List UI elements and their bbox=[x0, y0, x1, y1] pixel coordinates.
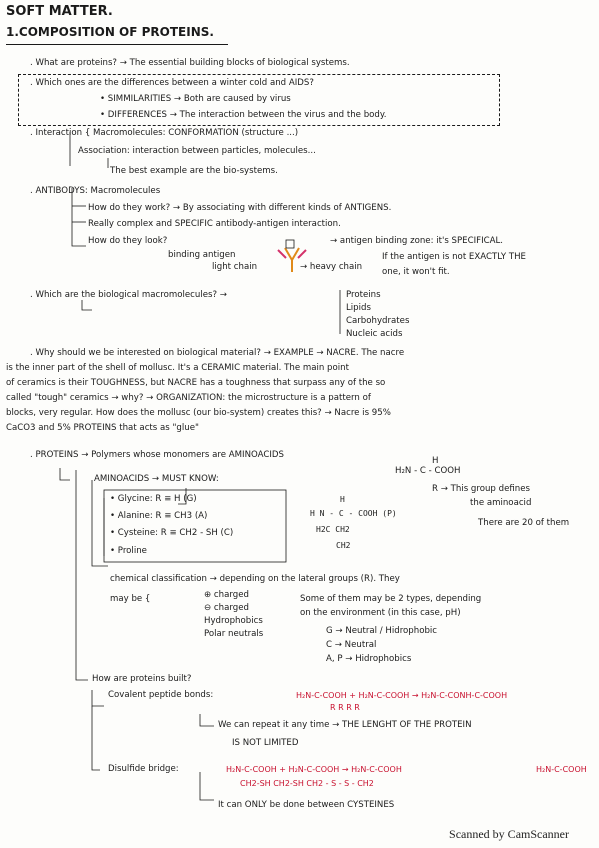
list-item: Polar neutrals bbox=[204, 629, 264, 639]
section-title: 1.COMPOSITION OF PROTEINS. bbox=[6, 25, 214, 39]
scanner-watermark: Scanned by CamScanner bbox=[449, 827, 569, 841]
list-item: Proteins bbox=[346, 290, 381, 300]
formula: H₂N-C-COOH bbox=[536, 765, 587, 774]
formula: CH2 bbox=[336, 541, 351, 550]
formula: H N - C - COOH (P) bbox=[310, 509, 397, 518]
formula-h: H bbox=[432, 456, 439, 466]
note-line: is the inner part of the shell of mollusc. It's a CERAMIC material. The main point bbox=[6, 363, 349, 373]
note-line: How are proteins built? bbox=[92, 674, 192, 684]
formula: H₂N-C-COOH + H₂N-C-COOH → H₂N-C-CONH-C-COOH bbox=[296, 691, 508, 700]
note-line: . Which are the biological macromolecules? → bbox=[30, 290, 227, 300]
note-line: It can ONLY be done between CYSTEINES bbox=[218, 800, 395, 810]
note-line: IS NOT LIMITED bbox=[232, 738, 299, 748]
formula: H₂N - C - COOH bbox=[395, 466, 461, 476]
note-line: the aminoacid bbox=[470, 498, 532, 508]
list-item: Carbohydrates bbox=[346, 316, 410, 326]
note-line: . PROTEINS → Polymers whose monomers are AMINOACIDS bbox=[30, 450, 284, 460]
note-line: R → This group defines bbox=[432, 484, 530, 494]
note-line: The best example are the bio-systems. bbox=[110, 166, 278, 176]
list-item: • Glycine: R ≡ H (G) bbox=[110, 494, 197, 504]
antibody-icon bbox=[278, 240, 306, 272]
note-line: one, it won't fit. bbox=[382, 267, 450, 277]
note-line: CaCO3 and 5% PROTEINS that acts as "glue" bbox=[6, 423, 199, 433]
list-item: ⊖ charged bbox=[204, 603, 249, 613]
note-line: chemical classification → depending on the lateral groups (R). They bbox=[110, 574, 400, 584]
note-line: . What are proteins? → The essential building blocks of biological systems. bbox=[30, 58, 350, 68]
formula: R R R R bbox=[330, 703, 360, 712]
note-line: → antigen binding zone: it's SPECIFICAL. bbox=[330, 236, 504, 246]
page-title: SOFT MATTER. bbox=[6, 4, 113, 19]
note-line: light chain bbox=[212, 262, 258, 272]
note-line: may be { bbox=[110, 594, 151, 604]
note-line: How do they look? bbox=[88, 236, 168, 246]
note-line: called "tough" ceramics → why? → ORGANIZATION: the microstructure is a pattern of bbox=[6, 393, 371, 403]
note-line: of ceramics is their TOUGHNESS, but NACRE has a toughness that surpass any of the so bbox=[6, 378, 386, 388]
note-line: Covalent peptide bonds: bbox=[108, 690, 214, 700]
note-line: . Why should we be interested on biological material? → EXAMPLE → NACRE. The nacre bbox=[30, 348, 405, 358]
list-item: Hydrophobics bbox=[204, 616, 263, 626]
note-line: binding antigen bbox=[168, 250, 236, 260]
list-item: • Proline bbox=[110, 546, 147, 556]
note-line: Association: interaction between particles, molecules... bbox=[78, 146, 316, 156]
note-line: How do they work? → By associating with different kinds of ANTIGENS. bbox=[88, 203, 392, 213]
note-line: . ANTIBODYS: Macromolecules bbox=[30, 186, 161, 196]
note-line: . Interaction { Macromolecules: CONFORMATION (structure ...) bbox=[30, 128, 299, 138]
note-line: • SIMMILARITIES → Both are caused by virus bbox=[100, 94, 291, 104]
formula: H2C CH2 bbox=[316, 525, 350, 534]
note-line: • DIFFERENCES → The interaction between the virus and the body. bbox=[100, 110, 387, 120]
formula: H₂N-C-COOH + H₂N-C-COOH → H₂N-C-COOH bbox=[226, 765, 402, 774]
note-line: A, P → Hidrophobics bbox=[326, 654, 412, 664]
list-item: • Cysteine: R ≡ CH2 - SH (C) bbox=[110, 528, 234, 538]
note-line: Really complex and SPECIFIC antibody-antigen interaction. bbox=[88, 219, 341, 229]
note-line: G → Neutral / Hidrophobic bbox=[326, 626, 438, 636]
list-item: Lipids bbox=[346, 303, 371, 313]
note-line: If the antigen is not EXACTLY THE bbox=[382, 252, 526, 262]
list-item: ⊕ charged bbox=[204, 590, 249, 600]
note-line: on the environment (in this case, pH) bbox=[300, 608, 461, 618]
formula: H bbox=[340, 495, 345, 504]
note-line: C → Neutral bbox=[326, 640, 377, 650]
note-line: Some of them may be 2 types, depending bbox=[300, 594, 482, 604]
note-line: AMINOACIDS → MUST KNOW: bbox=[94, 474, 219, 484]
list-item: • Alanine: R ≡ CH3 (A) bbox=[110, 511, 208, 521]
note-line: . Which ones are the differences between a winter cold and AIDS? bbox=[30, 78, 314, 88]
note-line: There are 20 of them bbox=[478, 518, 570, 528]
formula: CH2-SH CH2-SH CH2 - S - S - CH2 bbox=[240, 779, 374, 788]
note-line: blocks, very regular. How does the mollusc (our bio-system) creates this? → Nacre is 95% bbox=[6, 408, 391, 418]
note-line: Disulfide bridge: bbox=[108, 764, 179, 774]
list-item: Nucleic acids bbox=[346, 329, 403, 339]
note-line: → heavy chain bbox=[300, 262, 363, 272]
note-line: We can repeat it any time → THE LENGHT OF THE PROTEIN bbox=[218, 720, 472, 730]
